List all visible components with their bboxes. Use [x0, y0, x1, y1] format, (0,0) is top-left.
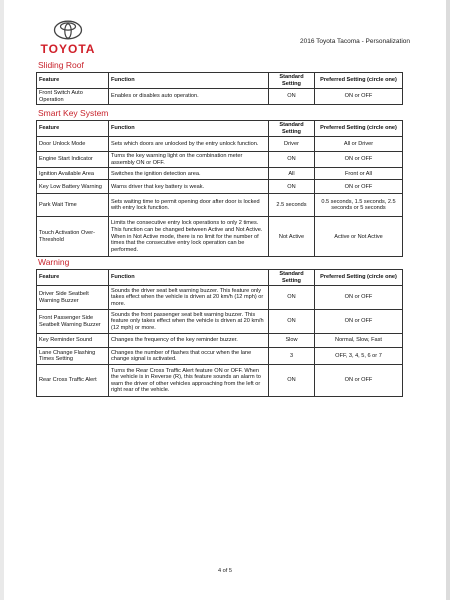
section-warning	[36, 257, 402, 397]
col-header-standard: Standard Setting	[269, 73, 315, 89]
table-row	[37, 217, 403, 257]
standard-cell: 2.5 seconds	[269, 194, 315, 217]
function-cell: Sets which doors are unlocked by the entry unlock function.	[109, 137, 269, 152]
table-row	[37, 348, 403, 365]
section-title: Smart Key System	[38, 108, 109, 118]
col-header-standard: Standard Setting	[269, 270, 315, 286]
table-row	[37, 365, 403, 397]
standard-cell: ON	[269, 152, 315, 168]
col-header-function: Function	[109, 121, 269, 137]
col-header-feature: Feature	[37, 121, 109, 137]
function-cell: Limits the consecutive entry lock operations to only 2 times. This function can be changed between Active and Not Active. When in Not Active mode, there is no limit for the number of times that the consecutive entry lock operation can be performed.	[109, 217, 269, 257]
feature-cell: Touch Activation Over-Threshold	[37, 217, 109, 257]
section-title: Warning	[38, 257, 70, 267]
function-cell: Switches the ignition detection area.	[109, 168, 269, 180]
feature-cell: Door Unlock Mode	[37, 137, 109, 152]
table-row	[37, 89, 403, 105]
standard-cell: ON	[269, 286, 315, 310]
standard-cell: ON	[269, 180, 315, 194]
standard-cell: ON	[269, 89, 315, 105]
standard-cell: 3	[269, 348, 315, 365]
col-header-function: Function	[109, 73, 269, 89]
feature-cell: Ignition Available Area	[37, 168, 109, 180]
toyota-emblem-icon	[53, 20, 83, 40]
document-page	[4, 0, 446, 600]
col-header-preferred: Preferred Setting (circle one)	[315, 121, 403, 137]
settings-table	[36, 72, 403, 105]
preferred-cell[interactable]: 0.5 seconds, 1.5 seconds, 2.5 seconds or 5 seconds	[315, 194, 403, 217]
table-row	[37, 180, 403, 194]
preferred-cell[interactable]: ON or OFF	[315, 180, 403, 194]
table-header-row	[37, 73, 403, 89]
feature-cell: Key Low Battery Warning	[37, 180, 109, 194]
table-header-row	[37, 121, 403, 137]
table-row	[37, 286, 403, 310]
col-header-preferred: Preferred Setting (circle one)	[315, 73, 403, 89]
settings-table	[36, 120, 403, 257]
table-row	[37, 334, 403, 348]
function-cell: Changes the number of flashes that occur when the lane change signal is activated.	[109, 348, 269, 365]
scrollbar[interactable]	[446, 0, 450, 600]
feature-cell: Front Passenger Side Seatbelt Warning Buzzer	[37, 310, 109, 334]
preferred-cell[interactable]: OFF, 3, 4, 5, 6 or 7	[315, 348, 403, 365]
page-number: 4 of 5	[218, 568, 232, 574]
table-header-row	[37, 270, 403, 286]
function-cell: Warns driver that key battery is weak.	[109, 180, 269, 194]
section-smart-key-system	[36, 108, 402, 257]
table-row	[37, 310, 403, 334]
standard-cell: Not Active	[269, 217, 315, 257]
section-sliding-roof	[36, 60, 402, 105]
col-header-feature: Feature	[37, 270, 109, 286]
standard-cell: Driver	[269, 137, 315, 152]
function-cell: Turns the key warning light on the combination meter assembly ON or OFF.	[109, 152, 269, 168]
settings-table	[36, 269, 403, 397]
preferred-cell[interactable]: ON or OFF	[315, 365, 403, 397]
section-title: Sliding Roof	[38, 60, 84, 70]
col-header-standard: Standard Setting	[269, 121, 315, 137]
toyota-logo	[38, 20, 98, 56]
preferred-cell[interactable]: ON or OFF	[315, 89, 403, 105]
feature-cell: Key Reminder Sound	[37, 334, 109, 348]
col-header-function: Function	[109, 270, 269, 286]
preferred-cell[interactable]: Front or All	[315, 168, 403, 180]
feature-cell: Lane Change Flashing Times Setting	[37, 348, 109, 365]
function-cell: Sounds the front passenger seat belt warning buzzer. This feature only takes effect when the vehicle is driven at 20 km/h (12 mph) or more.	[109, 310, 269, 334]
logo-wordmark: TOYOTA	[40, 42, 96, 56]
standard-cell: ON	[269, 365, 315, 397]
preferred-cell[interactable]: Active or Not Active	[315, 217, 403, 257]
document-title: 2016 Toyota Tacoma - Personalization	[300, 38, 410, 45]
function-cell: Enables or disables auto operation.	[109, 89, 269, 105]
table-row	[37, 152, 403, 168]
standard-cell: ON	[269, 310, 315, 334]
feature-cell: Rear Cross Traffic Alert	[37, 365, 109, 397]
preferred-cell[interactable]: ON or OFF	[315, 152, 403, 168]
table-row	[37, 137, 403, 152]
function-cell: Sounds the driver seat belt warning buzzer. This feature only takes effect when the vehicle is driven at 20 km/h (12 mph) or more.	[109, 286, 269, 310]
feature-cell: Driver Side Seatbelt Warning Buzzer	[37, 286, 109, 310]
col-header-feature: Feature	[37, 73, 109, 89]
preferred-cell[interactable]: All or Driver	[315, 137, 403, 152]
feature-cell: Park Wait Time	[37, 194, 109, 217]
table-row	[37, 194, 403, 217]
preferred-cell[interactable]: ON or OFF	[315, 310, 403, 334]
preferred-cell[interactable]: ON or OFF	[315, 286, 403, 310]
feature-cell: Front Switch Auto Operation	[37, 89, 109, 105]
preferred-cell[interactable]: Normal, Slow, Fast	[315, 334, 403, 348]
table-row	[37, 168, 403, 180]
standard-cell: Slow	[269, 334, 315, 348]
col-header-preferred: Preferred Setting (circle one)	[315, 270, 403, 286]
standard-cell: All	[269, 168, 315, 180]
function-cell: Sets waiting time to permit opening door after door is locked with entry lock function.	[109, 194, 269, 217]
function-cell: Changes the frequency of the key reminder buzzer.	[109, 334, 269, 348]
feature-cell: Engine Start Indicator	[37, 152, 109, 168]
function-cell: Turns the Rear Cross Traffic Alert feature ON or OFF. When the vehicle is in Reverse (R), this feature sounds an alarm to warn the driver of other vehicles approaching from the left or right rear of the vehicle.	[109, 365, 269, 397]
